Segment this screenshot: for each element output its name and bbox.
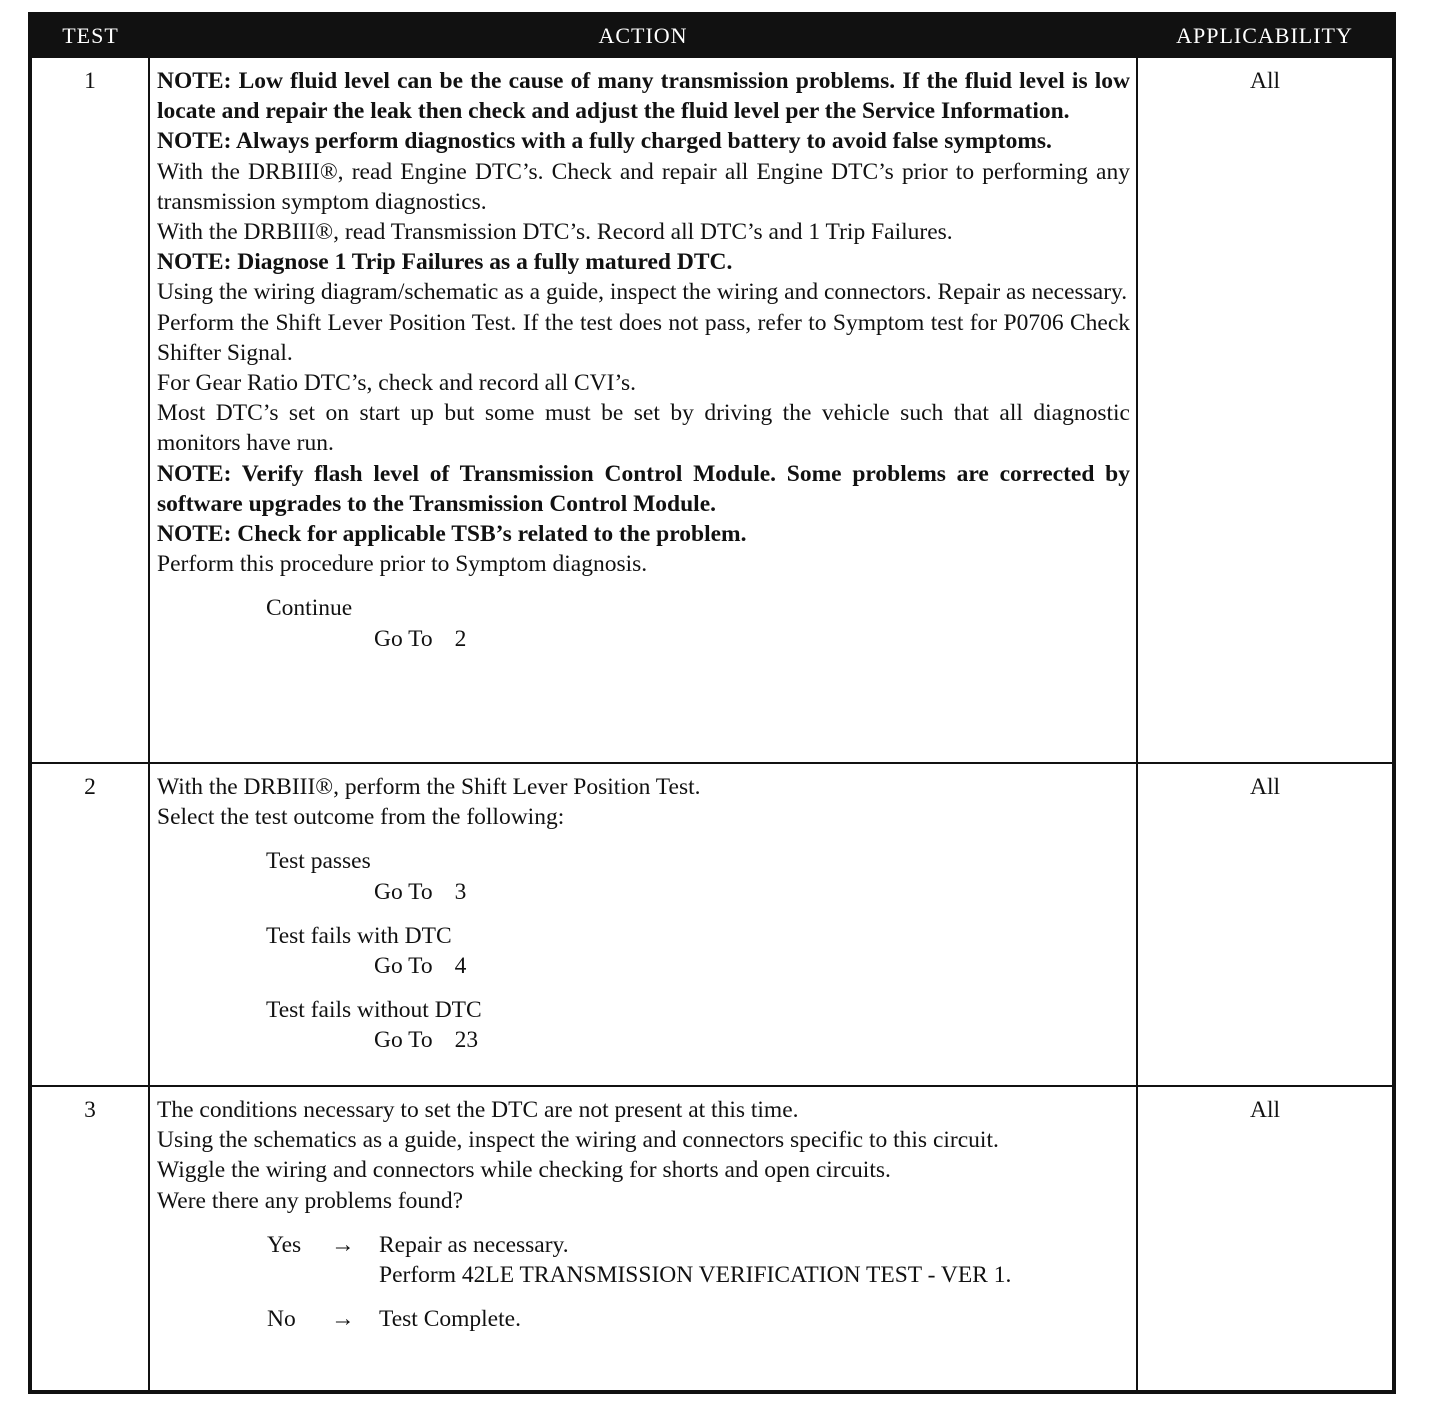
goto-target: 4 [454, 953, 467, 980]
outcome-label: Test fails without DTC [266, 997, 482, 1024]
goto-label: Go To [374, 1027, 433, 1054]
test-number: 1 [30, 57, 149, 763]
instruction-text: For Gear Ratio DTC’s, check and record all CVI’s. [157, 370, 637, 397]
test-row-1 [30, 57, 1394, 763]
test-number: 2 [30, 763, 149, 1086]
goto-target: 3 [454, 878, 467, 905]
answer-result [379, 1230, 1130, 1290]
instruction-text: Using the schematics as a guide, inspect the wiring and connectors specific to this circuit. [157, 1127, 999, 1154]
outcome-label: Test fails with DTC [266, 922, 452, 949]
instruction-text: Perform the Shift Lever Position Test. If the test does not pass, refer to Symptom test for P0706 Check Shifter Signal. [157, 309, 1130, 366]
arrow-right-icon: → [331, 1231, 355, 1258]
answer-result-line: Test Complete. [379, 1306, 521, 1333]
outcome [266, 995, 1130, 1055]
applicability-cell: All [1137, 1086, 1394, 1392]
answer-no[interactable] [267, 1304, 1130, 1334]
answer-yes[interactable] [267, 1230, 1130, 1290]
instruction-text: Select the test outcome from the following: [157, 804, 565, 831]
action-cell [149, 57, 1137, 763]
answer-result [379, 1304, 1130, 1334]
goto-target: 23 [454, 1027, 479, 1054]
note-text: NOTE: Diagnose 1 Trip Failures as a fully matured DTC. [157, 249, 733, 276]
goto-label: Go To [374, 625, 433, 652]
answer-result-line: Repair as necessary. [379, 1231, 569, 1258]
action-cell [149, 763, 1137, 1086]
answer-result-line: Perform 42LE TRANSMISSION VERIFICATION TEST - VER 1. [379, 1262, 1012, 1289]
instruction-text: Using the wiring diagram/schematic as a guide, inspect the wiring and connectors. Repair as necessary. [157, 279, 1128, 306]
instruction-text: The conditions necessary to set the DTC are not present at this time. [157, 1097, 799, 1123]
goto-link[interactable] [374, 951, 1130, 981]
action-cell [149, 1086, 1137, 1392]
outcome [266, 921, 1130, 981]
instruction-text: Wiggle the wiring and connectors while checking for shorts and open circuits. [157, 1157, 891, 1184]
header-row [30, 14, 1394, 57]
instruction-text: With the DRBIII®, perform the Shift Lever Position Test. [157, 774, 701, 800]
instruction-text: Were there any problems found? [157, 1187, 464, 1214]
header-test: TEST [30, 14, 149, 57]
note-text: NOTE: Low fluid level can be the cause of many transmission problems. If the fluid level is low locate and repair the leak then check and adjust the fluid level per the Service Information. [157, 68, 1130, 125]
goto-target: 2 [454, 625, 467, 652]
outcome [266, 846, 1130, 906]
goto-link[interactable] [374, 877, 1130, 907]
answer-label: Yes [267, 1231, 302, 1258]
header-applicability: APPLICABILITY [1137, 14, 1394, 57]
instruction-text: With the DRBIII®, read Transmission DTC’s. Record all DTC’s and 1 Trip Failures. [157, 219, 953, 246]
goto-link[interactable] [374, 624, 1130, 654]
header-action: ACTION [149, 14, 1137, 57]
goto-link[interactable] [374, 1025, 1130, 1055]
instruction-text: Most DTC’s set on start up but some must be set by driving the vehicle such that all diagnostic monitors have run. [157, 400, 1130, 457]
outcome-label: Continue [266, 595, 353, 622]
applicability-cell: All [1137, 763, 1394, 1086]
outcome [266, 593, 1130, 653]
note-text: NOTE: Verify flash level of Transmission Control Module. Some problems are corrected by software upgrades to the Transmission Control Module. [157, 460, 1130, 517]
diagnostic-table [28, 12, 1396, 1394]
test-number: 3 [30, 1086, 149, 1392]
note-text: NOTE: Check for applicable TSB’s related to the problem. [157, 521, 747, 548]
answer-label: No [267, 1306, 296, 1333]
goto-label: Go To [374, 953, 433, 980]
test-row-2 [30, 763, 1394, 1086]
outcome-label: Test passes [266, 848, 371, 875]
goto-label: Go To [374, 878, 433, 905]
applicability-cell: All [1137, 57, 1394, 763]
arrow-right-icon: → [331, 1306, 355, 1333]
test-row-3 [30, 1086, 1394, 1392]
note-text: NOTE: Always perform diagnostics with a fully charged battery to avoid false symptoms. [157, 128, 1052, 155]
instruction-text: With the DRBIII®, read Engine DTC’s. Check and repair all Engine DTC’s prior to performing any transmission symptom diagnostics. [157, 158, 1130, 215]
instruction-text: Perform this procedure prior to Symptom diagnosis. [157, 551, 648, 578]
